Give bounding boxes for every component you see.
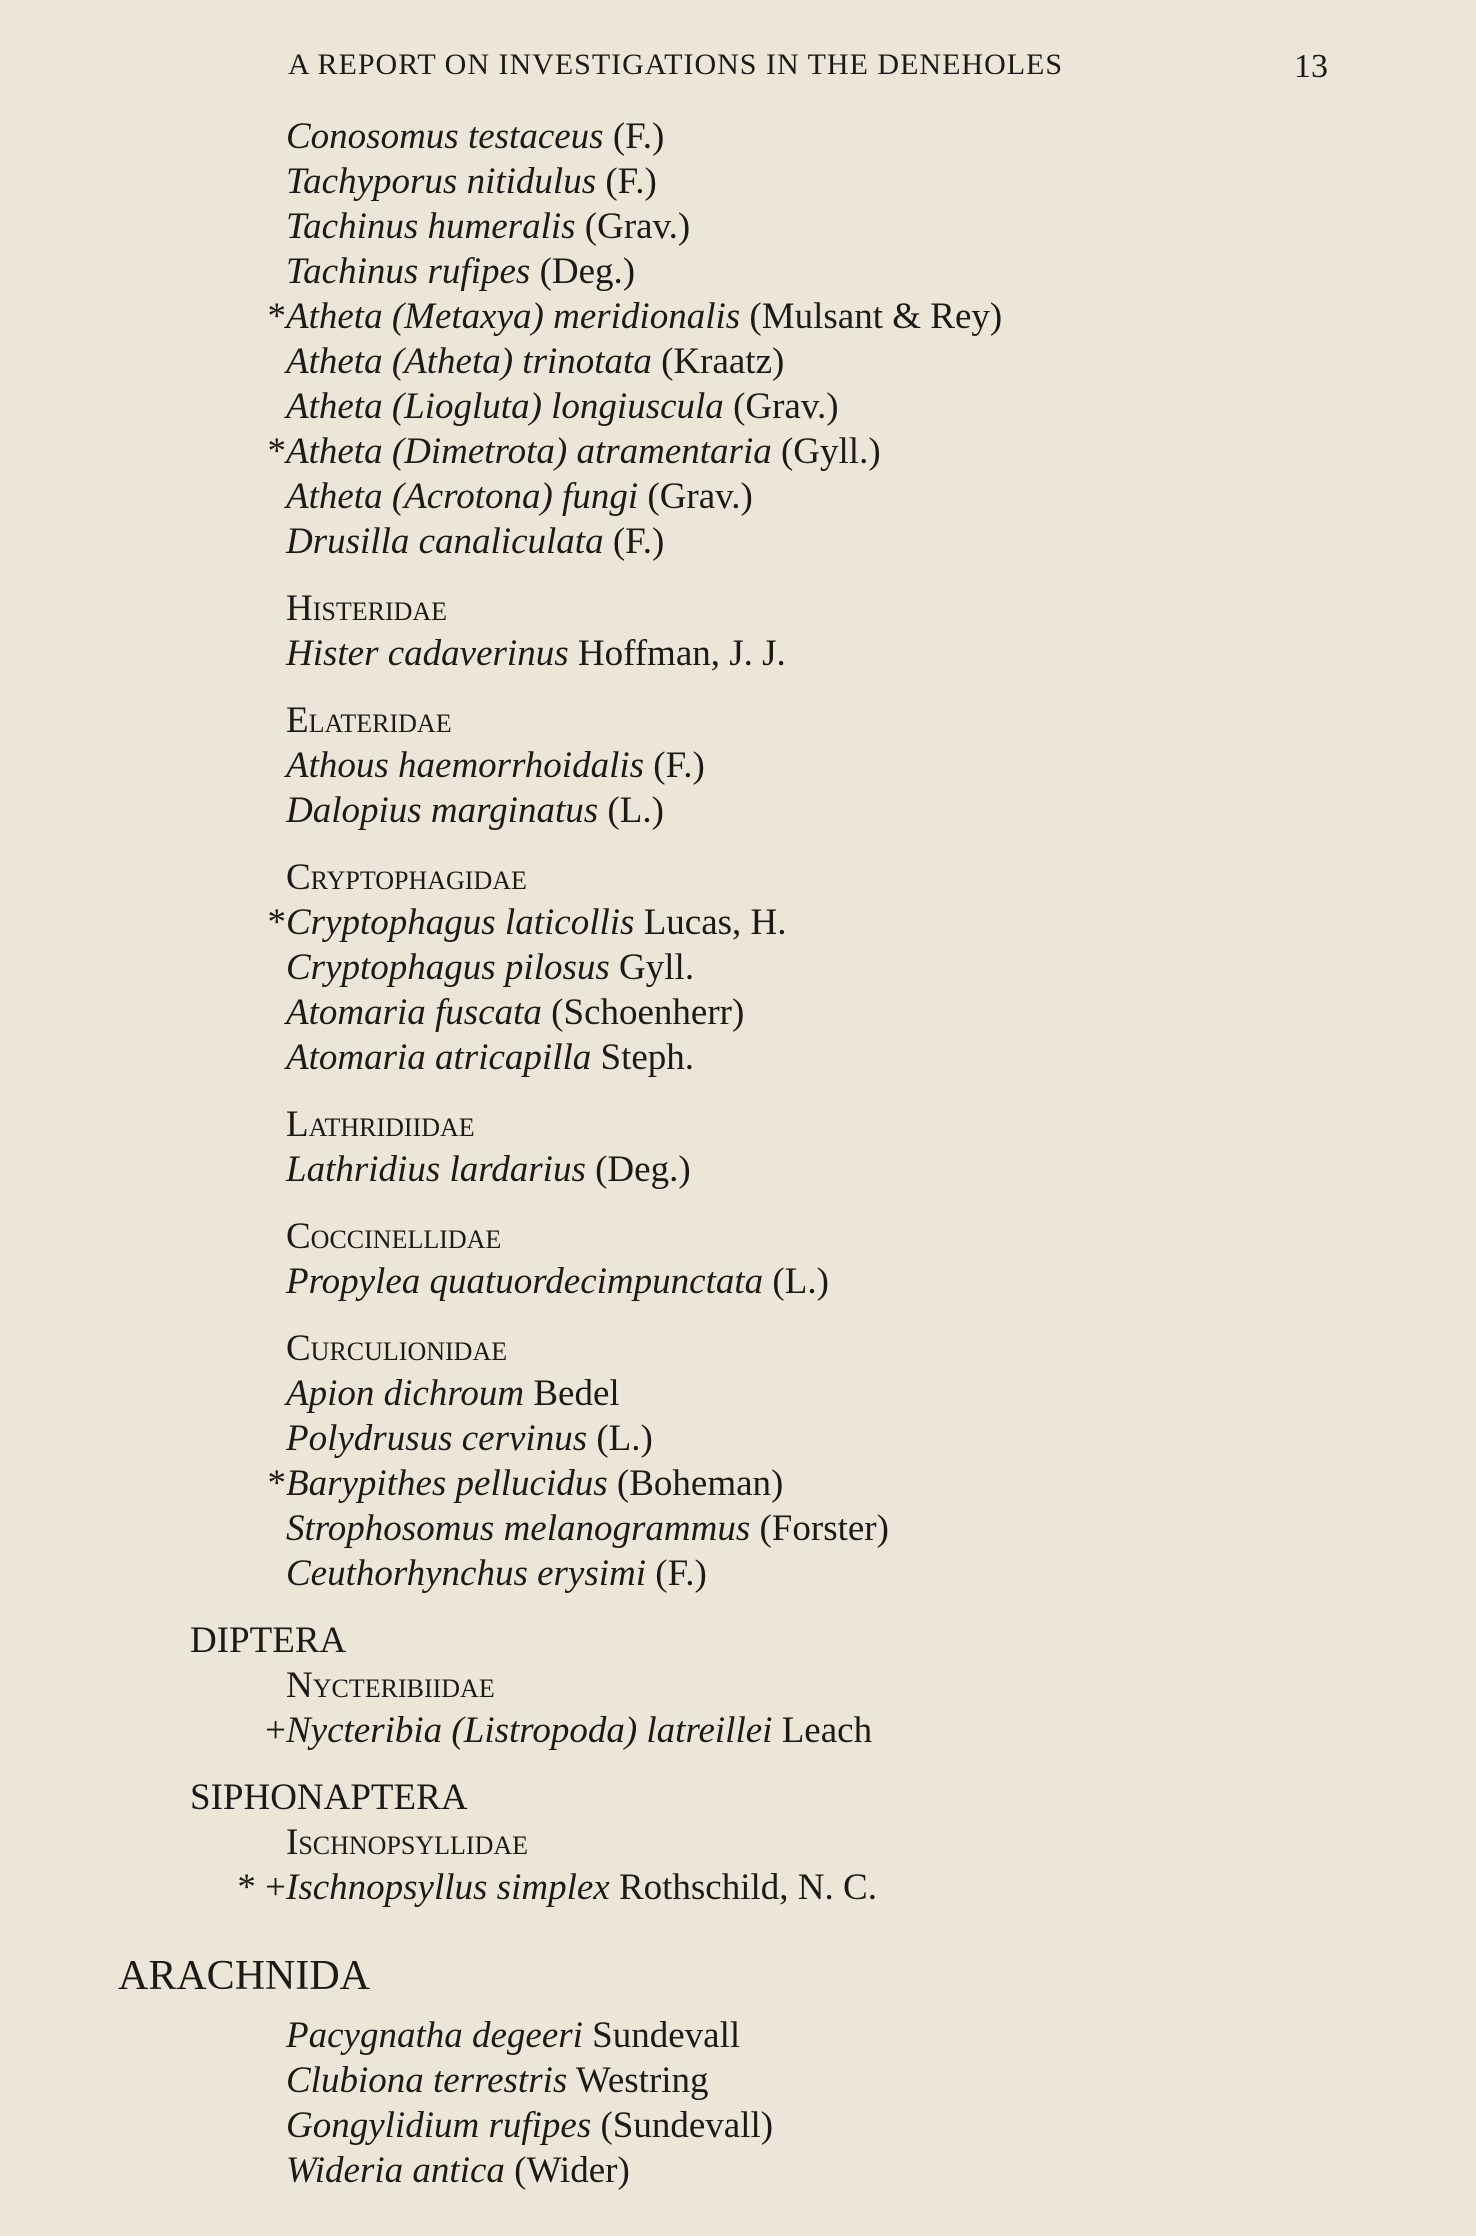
species-author: (Mulsant & Rey) xyxy=(740,296,1003,337)
species-name: Polydrusus cervinus xyxy=(286,1418,588,1459)
species-name: Athous haemorrhoidalis xyxy=(286,745,645,786)
species-entry xyxy=(0,2148,1476,2193)
species-author: (Grav.) xyxy=(575,206,691,247)
species-name: Atheta (Dimetrota) atramentaria xyxy=(286,431,772,472)
species-entry xyxy=(0,743,1476,788)
species-author: (Forster) xyxy=(750,1508,889,1549)
species-name: Drusilla canaliculata xyxy=(286,521,604,562)
order-heading: SIPHONAPTERA xyxy=(190,1777,468,1818)
species-entry xyxy=(0,945,1476,990)
species-author: (Gyll.) xyxy=(771,431,881,472)
species-entry xyxy=(0,631,1476,676)
species-entry xyxy=(0,1506,1476,1551)
species-mark: * xyxy=(267,431,286,472)
species-author: (Grav.) xyxy=(638,476,753,517)
species-author: (Sundevall) xyxy=(591,2105,774,2146)
species-entry xyxy=(0,1035,1476,1080)
species-list xyxy=(0,114,1476,2193)
species-author: (Deg.) xyxy=(585,1149,691,1190)
species-author: Leach xyxy=(772,1710,873,1751)
species-author: (L.) xyxy=(763,1261,829,1302)
species-author: (F.) xyxy=(603,521,665,562)
family-heading: Lathridiidae xyxy=(286,1104,475,1145)
species-mark: * xyxy=(267,1463,286,1504)
species-entry xyxy=(0,474,1476,519)
species-author: (Boheman) xyxy=(607,1463,784,1504)
page-number: 13 xyxy=(1294,48,1328,85)
species-name: Pacygnatha degeeri xyxy=(286,2015,583,2056)
species-entry xyxy=(0,429,1476,474)
species-name: Strophosomus melanogrammus xyxy=(286,1508,751,1549)
species-entry xyxy=(0,1865,1476,1910)
species-name: Atheta (Metaxya) meridionalis xyxy=(286,296,741,337)
species-author: Steph. xyxy=(591,1037,695,1078)
species-entry xyxy=(0,1371,1476,1416)
species-author: (Schoenherr) xyxy=(541,992,745,1033)
species-mark: * + xyxy=(237,1867,286,1908)
species-author: (F.) xyxy=(644,745,705,786)
species-name: Wideria antica xyxy=(286,2150,505,2191)
family-heading: Histeridae xyxy=(286,588,448,629)
species-name: Ischnopsyllus simplex xyxy=(286,1867,610,1908)
family-heading: Ischnopsyllidae xyxy=(286,1822,529,1863)
species-entry xyxy=(0,2058,1476,2103)
species-entry xyxy=(0,1461,1476,1506)
species-entry xyxy=(0,990,1476,1035)
species-name: Conosomus testaceus xyxy=(286,116,604,157)
species-name: Dalopius marginatus xyxy=(286,790,599,831)
running-header xyxy=(288,48,1328,85)
species-author: (F.) xyxy=(646,1553,707,1594)
species-mark: * xyxy=(267,902,286,943)
species-entry xyxy=(0,1416,1476,1461)
species-author: Sundevall xyxy=(582,2015,741,2056)
family-heading: Curculionidae xyxy=(286,1328,508,1369)
species-author: Westring xyxy=(567,2060,709,2101)
species-author: (Grav.) xyxy=(723,386,839,427)
species-entry xyxy=(0,294,1476,339)
species-entry xyxy=(0,1708,1476,1753)
species-name: Ceuthorhynchus erysimi xyxy=(286,1553,647,1594)
species-author: Gyll. xyxy=(609,947,695,988)
species-name: Apion dichroum xyxy=(286,1373,525,1414)
species-name: Tachyporus nitidulus xyxy=(286,161,597,202)
species-entry xyxy=(0,114,1476,159)
species-name: Gongylidium rufipes xyxy=(286,2105,592,2146)
species-entry xyxy=(0,788,1476,833)
species-entry xyxy=(0,1259,1476,1304)
species-name: Cryptophagus pilosus xyxy=(286,947,610,988)
species-name: Atheta (Atheta) trinotata xyxy=(286,341,652,382)
species-name: Lathridius lardarius xyxy=(286,1149,586,1190)
species-name: Clubiona terrestris xyxy=(286,2060,568,2101)
species-author: Lucas, H. xyxy=(634,902,787,943)
species-author: Rothschild, N. C. xyxy=(609,1867,877,1908)
species-mark: + xyxy=(265,1710,286,1751)
class-heading: ARACHNIDA xyxy=(118,1953,370,1999)
species-author: (Kraatz) xyxy=(651,341,785,382)
family-heading: Cryptophagidae xyxy=(286,857,527,898)
species-name: Nycteribia (Listropoda) latreillei xyxy=(286,1710,773,1751)
family-heading: Nycteribiidae xyxy=(286,1665,495,1706)
species-author: (F.) xyxy=(596,161,657,202)
species-entry xyxy=(0,2013,1476,2058)
species-entry xyxy=(0,900,1476,945)
species-name: Atomaria fuscata xyxy=(286,992,542,1033)
species-name: Hister cadaverinus xyxy=(286,633,569,674)
species-author: (F.) xyxy=(603,116,665,157)
species-name: Barypithes pellucidus xyxy=(286,1463,608,1504)
species-entry xyxy=(0,249,1476,294)
species-mark: * xyxy=(267,296,286,337)
order-heading: DIPTERA xyxy=(190,1620,347,1661)
family-heading: Coccinellidae xyxy=(286,1216,502,1257)
species-entry xyxy=(0,2103,1476,2148)
species-author: (Wider) xyxy=(504,2150,630,2191)
species-author: Bedel xyxy=(524,1373,620,1414)
species-name: Atheta (Acrotona) fungi xyxy=(286,476,639,517)
species-name: Atheta (Liogluta) longiuscula xyxy=(286,386,724,427)
species-entry xyxy=(0,204,1476,249)
species-entry xyxy=(0,519,1476,564)
species-name: Cryptophagus laticollis xyxy=(286,902,635,943)
species-name: Propylea quatuordecimpunctata xyxy=(286,1261,764,1302)
species-entry xyxy=(0,339,1476,384)
species-author: (L.) xyxy=(587,1418,653,1459)
family-heading: Elateridae xyxy=(286,700,452,741)
species-name: Atomaria atricapilla xyxy=(286,1037,592,1078)
species-author: Hoffman, J. J. xyxy=(568,633,786,674)
species-entry xyxy=(0,1551,1476,1596)
running-title: A REPORT ON INVESTIGATIONS IN THE DENEHOLES xyxy=(288,48,1064,81)
species-name: Tachinus humeralis xyxy=(286,206,576,247)
species-entry xyxy=(0,1147,1476,1192)
species-entry xyxy=(0,384,1476,429)
species-name: Tachinus rufipes xyxy=(286,251,531,292)
species-author: (L.) xyxy=(598,790,664,831)
species-entry xyxy=(0,159,1476,204)
species-author: (Deg.) xyxy=(530,251,636,292)
